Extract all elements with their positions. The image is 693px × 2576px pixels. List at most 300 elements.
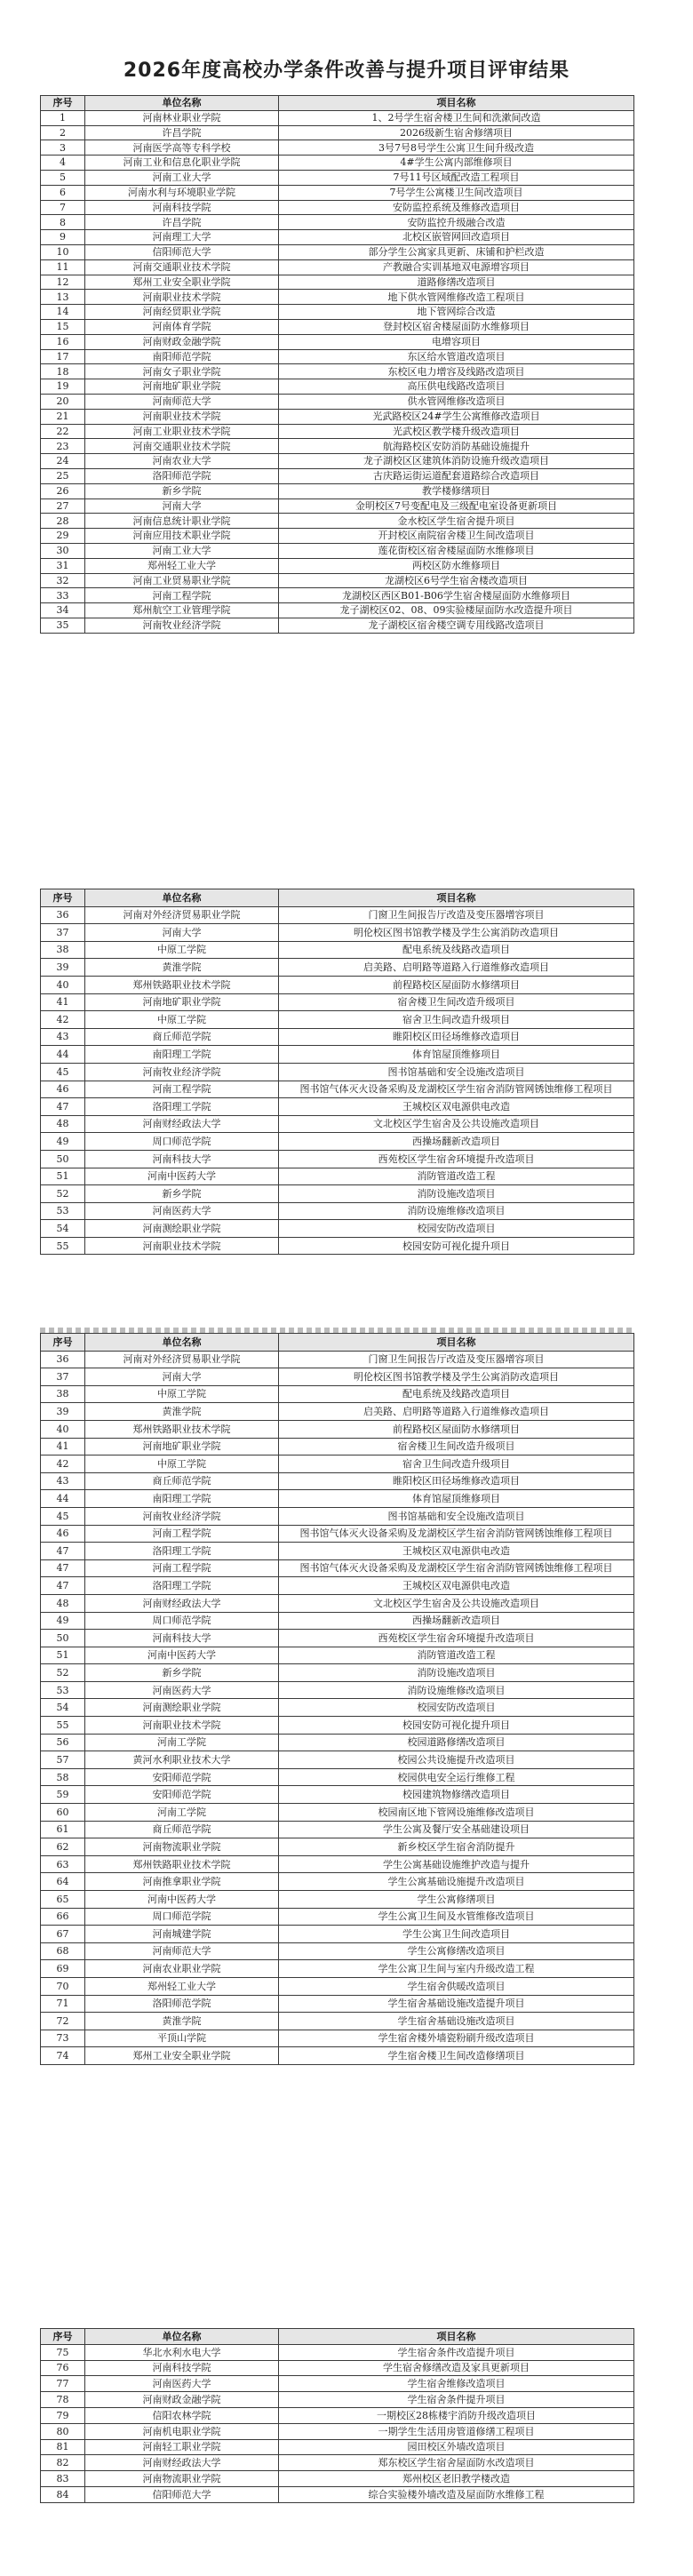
project-name: 学生宿舍基础设施改造项目 xyxy=(279,2013,634,2030)
school-name: 商丘师范学院 xyxy=(85,1028,279,1046)
row-number: 84 xyxy=(41,2486,85,2502)
school-name: 黄淮学院 xyxy=(85,1403,279,1421)
table-row xyxy=(41,468,634,483)
project-name: 一期校区28栋楼宇消防升级改造项目 xyxy=(279,2407,634,2423)
school-name: 河南城建学院 xyxy=(85,1926,279,1943)
row-number: 64 xyxy=(41,1873,85,1891)
school-name: 南阳师范学院 xyxy=(85,349,279,364)
project-name: 校园南区地下管网设施维修改造项目 xyxy=(279,1804,634,1822)
project-name: 龙子湖校区区建筑体消防设施升级改造项目 xyxy=(279,454,634,469)
table-header-row xyxy=(41,889,634,907)
row-number: 37 xyxy=(41,924,85,942)
project-name: 消防设施改造项目 xyxy=(279,1185,634,1203)
row-number: 37 xyxy=(41,1368,85,1386)
table-row xyxy=(41,1751,634,1769)
table-row xyxy=(41,1455,634,1473)
table-row xyxy=(41,1838,634,1856)
row-number: 1 xyxy=(41,110,85,125)
school-name: 郑州铁路职业技术学院 xyxy=(85,1420,279,1438)
school-name: 河南中医药大学 xyxy=(85,1168,279,1185)
header-unit: 单位名称 xyxy=(85,96,279,111)
table-row xyxy=(41,2486,634,2502)
school-name: 河南财经政法大学 xyxy=(85,1594,279,1612)
table-row xyxy=(41,1804,634,1822)
project-name: 学生公寓修缮项目 xyxy=(279,1891,634,1909)
row-number: 20 xyxy=(41,394,85,409)
school-name: 河南交通职业技术学院 xyxy=(85,439,279,454)
row-number: 11 xyxy=(41,259,85,275)
table-row xyxy=(41,1734,634,1751)
project-name: 东区给水管道改造项目 xyxy=(279,349,634,364)
row-number: 25 xyxy=(41,468,85,483)
school-name: 河南牧业经济学院 xyxy=(85,1063,279,1081)
table-row xyxy=(41,1821,634,1838)
project-name: 1、2号学生宿舍楼卫生间和洗漱间改造 xyxy=(279,110,634,125)
school-name: 河南工业大学 xyxy=(85,543,279,558)
project-name: 图书馆气体灭火设备采购及龙湖校区学生宿舍消防管网锈蚀维修工程项目 xyxy=(279,1525,634,1543)
row-number: 2 xyxy=(41,125,85,140)
table-row xyxy=(41,1115,634,1133)
school-name: 河南大学 xyxy=(85,924,279,942)
table-row xyxy=(41,140,634,156)
row-number: 51 xyxy=(41,1647,85,1664)
table-row xyxy=(41,1385,634,1403)
school-name: 郑州工业安全职业学院 xyxy=(85,275,279,290)
row-number: 53 xyxy=(41,1202,85,1220)
project-name: 郑州校区老旧教学楼改造 xyxy=(279,2471,634,2487)
row-number: 21 xyxy=(41,409,85,424)
row-number: 4 xyxy=(41,156,85,171)
table-row xyxy=(41,2439,634,2455)
header-project: 项目名称 xyxy=(279,2329,634,2345)
row-number: 47 xyxy=(41,1559,85,1577)
table-row xyxy=(41,2344,634,2360)
row-number: 78 xyxy=(41,2392,85,2408)
school-name: 郑州轻工业大学 xyxy=(85,1977,279,1995)
project-name: 学生宿舍楼外墙瓷粉刷升级改造项目 xyxy=(279,2030,634,2047)
results-table xyxy=(40,2328,634,2503)
school-name: 河南科技大学 xyxy=(85,1150,279,1168)
header-unit: 单位名称 xyxy=(85,889,279,907)
project-name: 图书馆气体灭火设备采购及龙湖校区学生宿舍消防管网锈蚀维修工程项目 xyxy=(279,1559,634,1577)
row-number: 50 xyxy=(41,1150,85,1168)
project-name: 启美路、启明路等道路入行道维修改造项目 xyxy=(279,1403,634,1421)
school-name: 河南农业大学 xyxy=(85,454,279,469)
table-row xyxy=(41,170,634,185)
row-number: 40 xyxy=(41,976,85,993)
table-row xyxy=(41,244,634,259)
table-row xyxy=(41,409,634,424)
row-number: 23 xyxy=(41,439,85,454)
school-name: 中原工学院 xyxy=(85,941,279,959)
project-name: 王城校区双电源供电改造 xyxy=(279,1577,634,1595)
row-number: 74 xyxy=(41,2047,85,2065)
row-number: 15 xyxy=(41,319,85,334)
school-name: 河南女子职业学院 xyxy=(85,364,279,379)
table-row xyxy=(41,349,634,364)
school-name: 河南工业大学 xyxy=(85,170,279,185)
project-name: 西苑校区学生宿舍环境提升改造项目 xyxy=(279,1630,634,1647)
project-name: 消防设施维修改造项目 xyxy=(279,1202,634,1220)
project-name: 金明校区7号变配电及三级配电室设备更新项目 xyxy=(279,498,634,514)
table-row xyxy=(41,573,634,588)
table-row xyxy=(41,1368,634,1386)
row-number: 48 xyxy=(41,1594,85,1612)
results-table xyxy=(40,1333,634,2065)
header-project: 项目名称 xyxy=(279,889,634,907)
row-number: 40 xyxy=(41,1420,85,1438)
project-name: 校园道路修缮改造项目 xyxy=(279,1734,634,1751)
row-number: 81 xyxy=(41,2439,85,2455)
school-name: 河南轻工职业学院 xyxy=(85,2439,279,2455)
school-name: 安阳师范学院 xyxy=(85,1786,279,1804)
table-row xyxy=(41,185,634,200)
school-name: 河南工程学院 xyxy=(85,1525,279,1543)
school-name: 河南工程学院 xyxy=(85,1081,279,1098)
project-name: 睢阳校区田径场维修改造项目 xyxy=(279,1028,634,1046)
table-row xyxy=(41,543,634,558)
table-row xyxy=(41,156,634,171)
row-number: 3 xyxy=(41,140,85,156)
school-name: 河南水利与环境职业学院 xyxy=(85,185,279,200)
project-name: 学生公寓卫生间与室内升级改造工程 xyxy=(279,1960,634,1978)
school-name: 河南师范大学 xyxy=(85,1942,279,1960)
table-row xyxy=(41,941,634,959)
project-name: 体育馆屋顶维修项目 xyxy=(279,1046,634,1064)
table-row xyxy=(41,1438,634,1455)
project-name: 睢阳校区田径场维修改造项目 xyxy=(279,1472,634,1490)
row-number: 13 xyxy=(41,290,85,305)
row-number: 54 xyxy=(41,1699,85,1717)
table-row xyxy=(41,2030,634,2047)
school-name: 许昌学院 xyxy=(85,215,279,230)
results-table-part-2 xyxy=(40,889,633,1255)
row-number: 48 xyxy=(41,1115,85,1133)
school-name: 河南体育学院 xyxy=(85,319,279,334)
project-name: 学生宿舍基础设施改造提升项目 xyxy=(279,1995,634,2013)
row-number: 83 xyxy=(41,2471,85,2487)
table-row xyxy=(41,364,634,379)
header-project: 项目名称 xyxy=(279,96,634,111)
school-name: 河南医学高等专科学校 xyxy=(85,140,279,156)
project-name: 莲花街校区宿舍楼屋面防水维修项目 xyxy=(279,543,634,558)
row-number: 42 xyxy=(41,1011,85,1029)
header-no: 序号 xyxy=(41,1334,85,1352)
table-row xyxy=(41,1351,634,1368)
school-name: 中原工学院 xyxy=(85,1011,279,1029)
school-name: 河南医药大学 xyxy=(85,2376,279,2392)
row-number: 19 xyxy=(41,379,85,395)
table-row xyxy=(41,1855,634,1873)
row-number: 5 xyxy=(41,170,85,185)
table-row xyxy=(41,618,634,633)
header-unit: 单位名称 xyxy=(85,2329,279,2345)
table-row xyxy=(41,334,634,349)
school-name: 河南中医药大学 xyxy=(85,1891,279,1909)
project-name: 校园安防可视化提升项目 xyxy=(279,1237,634,1255)
row-number: 47 xyxy=(41,1098,85,1116)
school-name: 信阳师范大学 xyxy=(85,244,279,259)
project-name: 文北校区学生宿舍及公共设施改造项目 xyxy=(279,1594,634,1612)
project-name: 学生公寓卫生间改造项目 xyxy=(279,1926,634,1943)
table-row xyxy=(41,1942,634,1960)
row-number: 31 xyxy=(41,558,85,573)
project-name: 校园安防改造项目 xyxy=(279,1699,634,1717)
school-name: 河南地矿职业学院 xyxy=(85,1438,279,1455)
row-number: 69 xyxy=(41,1960,85,1978)
row-number: 76 xyxy=(41,2360,85,2376)
school-name: 河南机电职业学院 xyxy=(85,2423,279,2439)
row-number: 30 xyxy=(41,543,85,558)
table-row xyxy=(41,498,634,514)
row-number: 41 xyxy=(41,993,85,1011)
table-row xyxy=(41,603,634,618)
row-number: 47 xyxy=(41,1577,85,1595)
table-row xyxy=(41,1559,634,1577)
project-name: 龙子湖校区02、08、09实验楼屋面防水改造提升项目 xyxy=(279,603,634,618)
project-name: 学生宿舍楼卫生间改造修缮项目 xyxy=(279,2047,634,2065)
school-name: 河南信息统计职业学院 xyxy=(85,514,279,529)
school-name: 南阳理工学院 xyxy=(85,1490,279,1508)
project-name: 产教融合实训基地双电源增容项目 xyxy=(279,259,634,275)
table-row xyxy=(41,125,634,140)
table-row xyxy=(41,259,634,275)
results-table-part-1 xyxy=(40,95,633,634)
school-name: 商丘师范学院 xyxy=(85,1472,279,1490)
project-name: 校园建筑物修缮改造项目 xyxy=(279,1786,634,1804)
project-name: 两校区防水维修项目 xyxy=(279,558,634,573)
project-name: 图书馆基础和安全设施改造项目 xyxy=(279,1507,634,1525)
row-number: 49 xyxy=(41,1612,85,1630)
row-number: 16 xyxy=(41,334,85,349)
row-number: 34 xyxy=(41,603,85,618)
school-name: 洛阳理工学院 xyxy=(85,1577,279,1595)
project-name: 学生宿舍条件改造提升项目 xyxy=(279,2344,634,2360)
table-row xyxy=(41,2047,634,2065)
table-row xyxy=(41,1786,634,1804)
header-no: 序号 xyxy=(41,889,85,907)
table-row xyxy=(41,2392,634,2408)
table-row xyxy=(41,2376,634,2392)
project-name: 东校区电力增容及线路改造项目 xyxy=(279,364,634,379)
school-name: 郑州工业安全职业学院 xyxy=(85,2047,279,2065)
table-row xyxy=(41,275,634,290)
table-row xyxy=(41,454,634,469)
project-name: 前程路校区屋面防水修缮项目 xyxy=(279,1420,634,1438)
project-name: 一期学生生活用房管道修缮工程项目 xyxy=(279,2423,634,2439)
table-row xyxy=(41,1647,634,1664)
row-number: 33 xyxy=(41,588,85,603)
table-row xyxy=(41,1403,634,1421)
project-name: 7号11号区域配改造工程项目 xyxy=(279,170,634,185)
table-row xyxy=(41,200,634,215)
table-row xyxy=(41,2471,634,2487)
row-number: 12 xyxy=(41,275,85,290)
row-number: 43 xyxy=(41,1028,85,1046)
project-name: 明伦校区图书馆教学楼及学生公寓消防改造项目 xyxy=(279,1368,634,1386)
project-name: 7号学生公寓楼卫生间改造项目 xyxy=(279,185,634,200)
project-name: 学生公寓修缮改造项目 xyxy=(279,1942,634,1960)
school-name: 河南对外经济贸易职业学院 xyxy=(85,906,279,924)
school-name: 河南测绘职业学院 xyxy=(85,1699,279,1717)
school-name: 河南地矿职业学院 xyxy=(85,993,279,1011)
project-name: 学生公寓卫生间及水管维修改造项目 xyxy=(279,1908,634,1926)
project-name: 光武路校区24#学生公寓维修改造项目 xyxy=(279,409,634,424)
table-row xyxy=(41,215,634,230)
school-name: 河南工业和信息化职业学院 xyxy=(85,156,279,171)
school-name: 洛阳理工学院 xyxy=(85,1543,279,1560)
row-number: 41 xyxy=(41,1438,85,1455)
header-project: 项目名称 xyxy=(279,1334,634,1352)
row-number: 51 xyxy=(41,1168,85,1185)
table-row xyxy=(41,1891,634,1909)
project-name: 西操场翻新改造项目 xyxy=(279,1133,634,1151)
table-row xyxy=(41,1664,634,1682)
row-number: 35 xyxy=(41,618,85,633)
table-row xyxy=(41,439,634,454)
project-name: 安防监控系统及维修改造项目 xyxy=(279,200,634,215)
project-name: 地下管网综合改造 xyxy=(279,305,634,320)
project-name: 北校区嵌管网回改造项目 xyxy=(279,230,634,245)
table-row xyxy=(41,1011,634,1029)
project-name: 宿舍楼卫生间改造升级项目 xyxy=(279,993,634,1011)
results-table-part-4 xyxy=(40,2328,633,2503)
school-name: 郑州航空工业管理学院 xyxy=(85,603,279,618)
school-name: 河南牧业经济学院 xyxy=(85,1507,279,1525)
school-name: 河南经贸职业学院 xyxy=(85,305,279,320)
page-title: 2026年度高校办学条件改善与提升项目评审结果 xyxy=(123,60,570,82)
school-name: 河南职业技术学院 xyxy=(85,1237,279,1255)
project-name: 王城校区双电源供电改造 xyxy=(279,1098,634,1116)
row-number: 72 xyxy=(41,2013,85,2030)
project-name: 学生宿舍修缮改造及家具更新项目 xyxy=(279,2360,634,2376)
row-number: 71 xyxy=(41,1995,85,2013)
table-row xyxy=(41,906,634,924)
project-name: 校园供电安全运行维修工程 xyxy=(279,1768,634,1786)
project-name: 2026级新生宿舍修缮项目 xyxy=(279,125,634,140)
project-name: 园田校区外墙改造项目 xyxy=(279,2439,634,2455)
row-number: 27 xyxy=(41,498,85,514)
table-row xyxy=(41,1699,634,1717)
school-name: 信阳师范大学 xyxy=(85,2486,279,2502)
project-name: 金水校区学生宿舍提升项目 xyxy=(279,514,634,529)
project-name: 古庆路运街运道配套道路综合改造项目 xyxy=(279,468,634,483)
project-name: 西苑校区学生宿舍环境提升改造项目 xyxy=(279,1150,634,1168)
school-name: 河南大学 xyxy=(85,498,279,514)
project-name: 新乡校区学生宿舍消防提升 xyxy=(279,1838,634,1856)
project-name: 校园公共设施提升改造项目 xyxy=(279,1751,634,1769)
project-name: 校园安防改造项目 xyxy=(279,1220,634,1238)
project-name: 教学楼修缮项目 xyxy=(279,483,634,498)
school-name: 郑州轻工业大学 xyxy=(85,558,279,573)
row-number: 17 xyxy=(41,349,85,364)
school-name: 河南测绘职业学院 xyxy=(85,1220,279,1238)
table-row xyxy=(41,1098,634,1116)
table-row xyxy=(41,1028,634,1046)
table-row xyxy=(41,424,634,439)
row-number: 59 xyxy=(41,1786,85,1804)
row-number: 52 xyxy=(41,1664,85,1682)
row-number: 46 xyxy=(41,1525,85,1543)
row-number: 44 xyxy=(41,1490,85,1508)
project-name: 3号7号8号学生公寓卫生间升级改造 xyxy=(279,140,634,156)
table-row xyxy=(41,993,634,1011)
school-name: 新乡学院 xyxy=(85,1664,279,1682)
table-row xyxy=(41,1046,634,1064)
row-number: 75 xyxy=(41,2344,85,2360)
row-number: 26 xyxy=(41,483,85,498)
table-row xyxy=(41,1908,634,1926)
school-name: 黄河水利职业技术大学 xyxy=(85,1751,279,1769)
project-name: 明伦校区图书馆教学楼及学生公寓消防改造项目 xyxy=(279,924,634,942)
project-name: 消防管道改造工程 xyxy=(279,1647,634,1664)
table-row xyxy=(41,1220,634,1238)
row-number: 14 xyxy=(41,305,85,320)
project-name: 地下供水管网维修改造工程项目 xyxy=(279,290,634,305)
table-row xyxy=(41,1237,634,1255)
school-name: 河南工程学院 xyxy=(85,1559,279,1577)
table-row xyxy=(41,1995,634,2013)
row-number: 46 xyxy=(41,1081,85,1098)
table-row xyxy=(41,976,634,993)
table-row xyxy=(41,1543,634,1560)
table-row xyxy=(41,1717,634,1735)
table-row xyxy=(41,2423,634,2439)
row-number: 53 xyxy=(41,1681,85,1699)
table-row xyxy=(41,1926,634,1943)
table-row xyxy=(41,1507,634,1525)
table-row xyxy=(41,1525,634,1543)
row-number: 45 xyxy=(41,1063,85,1081)
school-name: 洛阳理工学院 xyxy=(85,1098,279,1116)
project-name: 光武校区教学楼升级改造项目 xyxy=(279,424,634,439)
row-number: 38 xyxy=(41,941,85,959)
school-name: 河南师范大学 xyxy=(85,394,279,409)
project-name: 消防管道改造工程 xyxy=(279,1168,634,1185)
header-no: 序号 xyxy=(41,2329,85,2345)
table-row xyxy=(41,290,634,305)
row-number: 68 xyxy=(41,1942,85,1960)
school-name: 河南医药大学 xyxy=(85,1681,279,1699)
school-name: 河南工业职业技术学院 xyxy=(85,424,279,439)
table-header-row xyxy=(41,1334,634,1352)
table-row xyxy=(41,319,634,334)
school-name: 黄淮学院 xyxy=(85,959,279,977)
school-name: 河南职业技术学院 xyxy=(85,1717,279,1735)
results-table xyxy=(40,95,634,634)
row-number: 55 xyxy=(41,1717,85,1735)
school-name: 周口师范学院 xyxy=(85,1612,279,1630)
project-name: 学生公寓基础设施维护改造与提升 xyxy=(279,1855,634,1873)
table-row xyxy=(41,959,634,977)
school-name: 新乡学院 xyxy=(85,1185,279,1203)
table-row xyxy=(41,1960,634,1978)
project-name: 门窗卫生间报告厅改造及变压器增容项目 xyxy=(279,906,634,924)
project-name: 学生公寓及餐厅安全基础建设项目 xyxy=(279,1821,634,1838)
school-name: 河南牧业经济学院 xyxy=(85,618,279,633)
table-row xyxy=(41,588,634,603)
row-number: 56 xyxy=(41,1734,85,1751)
project-name: 宿舍卫生间改造升级项目 xyxy=(279,1455,634,1473)
row-number: 22 xyxy=(41,424,85,439)
row-number: 73 xyxy=(41,2030,85,2047)
school-name: 黄淮学院 xyxy=(85,2013,279,2030)
row-number: 32 xyxy=(41,573,85,588)
project-name: 学生宿舍条件提升项目 xyxy=(279,2392,634,2408)
school-name: 周口师范学院 xyxy=(85,1908,279,1926)
table-row xyxy=(41,2407,634,2423)
table-row xyxy=(41,1630,634,1647)
